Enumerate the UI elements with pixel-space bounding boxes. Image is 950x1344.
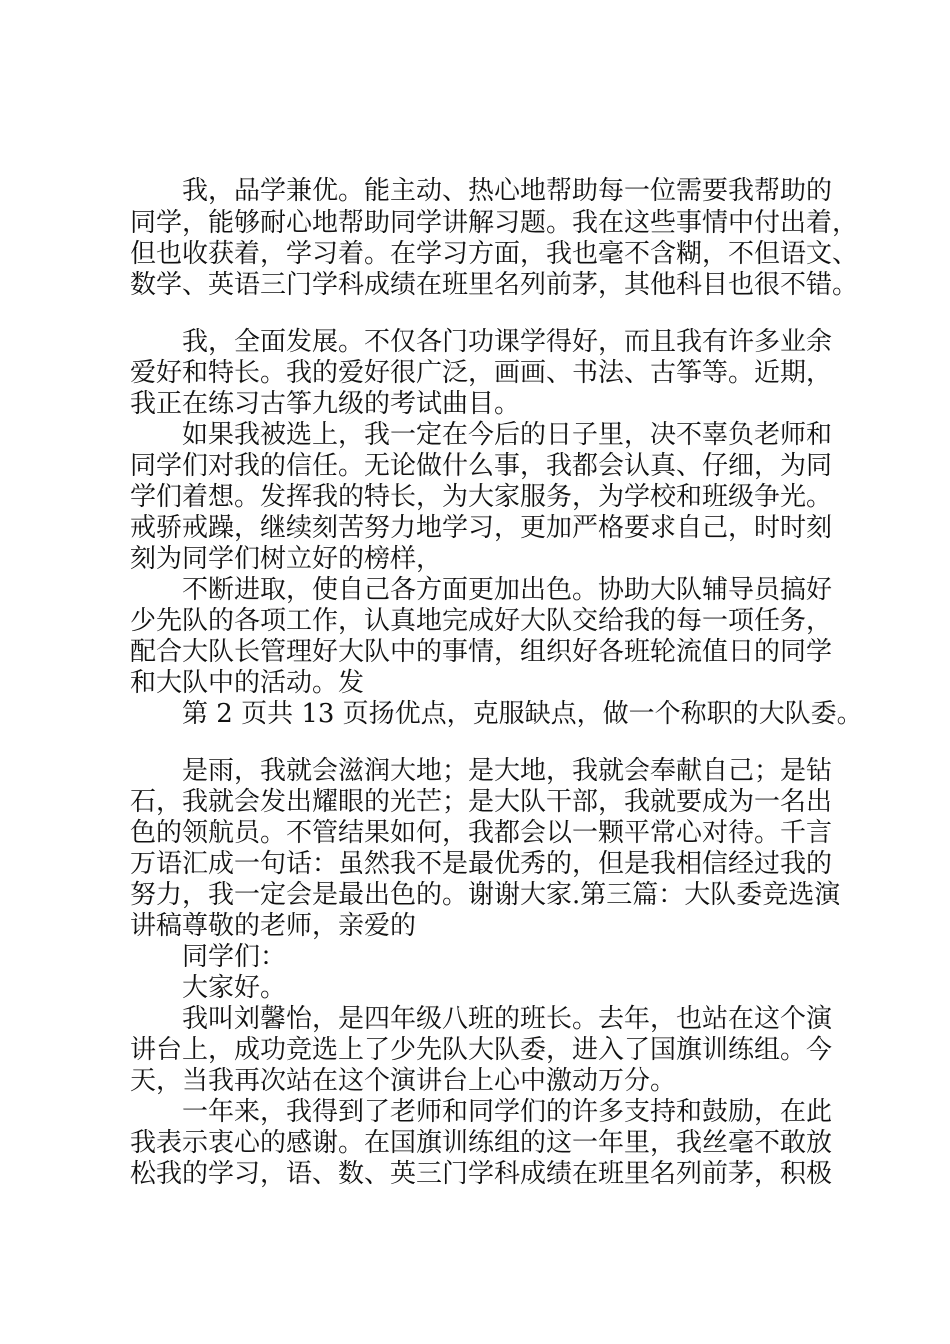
paragraph-line: 数学、英语三门学科成绩在班里名列前茅，其他科目也很不错。 [130, 270, 859, 300]
paragraph-line: 一年来，我得到了老师和同学们的许多支持和鼓励，在此 [182, 1097, 833, 1127]
paragraph-line: 不断进取，使自己各方面更加出色。协助大队辅导员搞好 [182, 575, 833, 605]
greeting-line: 大家好。 [182, 973, 287, 1003]
paragraph-line: 同学，能够耐心地帮助同学讲解习题。我在这些事情中付出着， [130, 208, 859, 238]
paragraph-line: 戒骄戒躁，继续刻苦努力地学习，更加严格要求自己，时时刻 [130, 513, 833, 543]
paragraph-line: 如果我被选上，我一定在今后的日子里，决不辜负老师和 [182, 420, 833, 450]
paragraph-line: 我叫刘馨怡，是四年级八班的班长。去年，也站在这个演 [182, 1004, 833, 1034]
page-footer-line: 第 2 页共 13 页扬优点，克服缺点，做一个称职的大队委。 [182, 699, 863, 729]
paragraph-line: 讲台上，成功竞选上了少先队大队委，进入了国旗训练组。今 [130, 1035, 833, 1065]
paragraph-line: 天，当我再次站在这个演讲台上心中激动万分。 [130, 1066, 677, 1096]
paragraph-line: 但也收获着，学习着。在学习方面，我也毫不含糊，不但语文、 [130, 239, 859, 269]
paragraph-line: 爱好和特长。我的爱好很广泛，画画、书法、古筝等。近期， [130, 358, 833, 388]
paragraph-line: 石，我就会发出耀眼的光芒；是大队干部，我就要成为一名出 [130, 787, 833, 817]
paragraph-line: 努力，我一定会是最出色的。谢谢大家.第三篇：大队委竞选演 [130, 880, 841, 910]
paragraph-line: 和大队中的活动。发 [130, 668, 365, 698]
paragraph-line: 刻为同学们树立好的榜样， [130, 544, 443, 574]
paragraph-line: 是雨，我就会滋润大地；是大地，我就会奉献自己；是钻 [182, 756, 833, 786]
paragraph-line: 我正在练习古筝九级的考试曲目。 [130, 389, 521, 419]
paragraph-line: 配合大队长管理好大队中的事情，组织好各班轮流值日的同学 [130, 637, 833, 667]
paragraph-line: 万语汇成一句话：虽然我不是最优秀的，但是我相信经过我的 [130, 849, 833, 879]
paragraph-line: 少先队的各项工作，认真地完成好大队交给我的每一项任务， [130, 606, 833, 636]
paragraph-line: 同学们对我的信任。无论做什么事，我都会认真、仔细，为同 [130, 451, 833, 481]
paragraph-line: 松我的学习，语、数、英三门学科成绩在班里名列前茅，积极 [130, 1159, 833, 1189]
paragraph-line: 讲稿尊敬的老师，亲爱的 [130, 911, 417, 941]
paragraph-line: 我，品学兼优。能主动、热心地帮助每一位需要我帮助的 [182, 176, 833, 206]
paragraph-line: 我，全面发展。不仅各门功课学得好，而且我有许多业余 [182, 327, 833, 357]
paragraph-line: 学们着想。发挥我的特长，为大家服务，为学校和班级争光。 [130, 482, 833, 512]
paragraph-line: 色的领航员。不管结果如何，我都会以一颗平常心对待。千言 [130, 818, 833, 848]
paragraph-line: 我表示衷心的感谢。在国旗训练组的这一年里，我丝毫不敢放 [130, 1128, 833, 1158]
salutation-line: 同学们： [182, 942, 287, 972]
